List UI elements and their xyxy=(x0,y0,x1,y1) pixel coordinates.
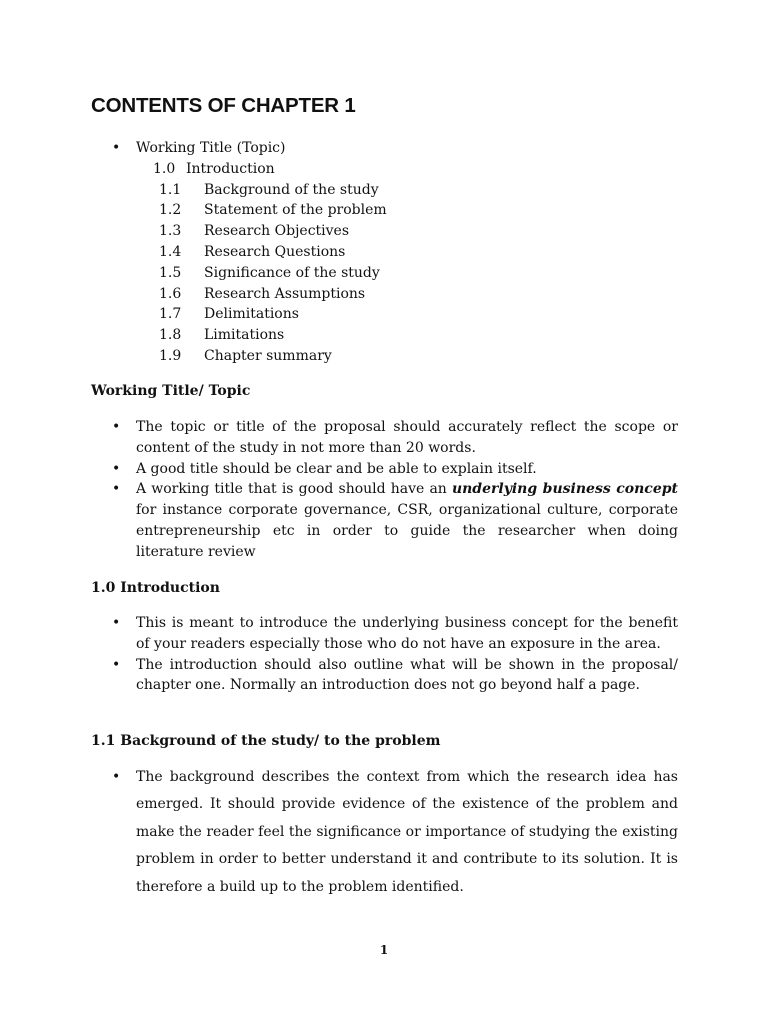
contents-item xyxy=(112,221,692,242)
contents-item-intro xyxy=(112,159,692,180)
background-list xyxy=(112,764,678,901)
contents-item-number: 1.6 xyxy=(159,285,182,302)
bullet-icon: • xyxy=(112,140,121,156)
bullet-icon: • xyxy=(112,769,121,785)
contents-item-label: Statement of the problem xyxy=(204,202,387,219)
bullet-icon: • xyxy=(112,419,121,435)
contents-item-number: 1.5 xyxy=(159,264,182,281)
bullet-icon: • xyxy=(112,481,121,498)
contents-item-number: 1.1 xyxy=(159,181,182,198)
contents-item-number: 1.8 xyxy=(159,327,182,344)
contents-item-number: 1.7 xyxy=(159,306,182,323)
list-item xyxy=(112,655,678,697)
contents-item xyxy=(112,346,692,367)
contents-item-number: 1.4 xyxy=(159,243,182,260)
list-item xyxy=(112,479,678,562)
contents-item-number: 1.2 xyxy=(159,202,182,219)
list-item-text: The topic or title of the proposal should accurately reflect the scope or content of the study in not more than 20 words. xyxy=(136,419,678,456)
page-title: CONTENTS OF CHAPTER 1 xyxy=(91,94,356,117)
list-item-text: This is meant to introduce the underlying business concept for the benefit of your readers especially those who do not have an exposure in the area. xyxy=(136,615,678,652)
contents-item-label: Introduction xyxy=(186,160,275,177)
contents-item-number: 1.0 xyxy=(153,160,176,177)
contents-bullet-label: Working Title (Topic) xyxy=(136,140,286,156)
contents-item-number: 1.9 xyxy=(159,347,182,364)
contents-item xyxy=(112,325,692,346)
list-item-text-before: A working title that is good should have an xyxy=(136,481,452,498)
emphasized-term: underlying business concept xyxy=(451,481,678,498)
contents-bullet-item xyxy=(112,138,692,159)
list-item-text: The introduction should also outline what will be shown in the proposal/ chapter one. Normally an introduction does not go beyond half a page. xyxy=(136,656,678,694)
contents-item-label: Limitations xyxy=(204,327,285,344)
contents-item xyxy=(112,284,692,305)
section-heading-introduction: 1.0 Introduction xyxy=(91,580,220,596)
introduction-list xyxy=(112,613,678,696)
contents-item xyxy=(112,180,692,201)
contents-item-label: Significance of the study xyxy=(204,264,380,281)
list-item-text-after: for instance corporate governance, CSR, organizational culture, corporate entrepreneurship etc in order to guide the researcher when doing literature review xyxy=(136,502,678,560)
bullet-icon: • xyxy=(112,615,121,631)
list-item xyxy=(112,613,678,655)
contents-item xyxy=(112,200,692,221)
contents-item-label: Chapter summary xyxy=(204,347,332,364)
contents-item xyxy=(112,242,692,263)
contents-item xyxy=(112,263,692,284)
contents-item-label: Delimitations xyxy=(204,306,299,323)
section-heading-background: 1.1 Background of the study/ to the problem xyxy=(91,733,441,749)
list-item xyxy=(112,417,678,459)
page-number: 1 xyxy=(379,943,389,957)
bullet-icon: • xyxy=(112,460,121,477)
contents-item-label: Background of the study xyxy=(204,181,379,198)
section-heading-working-title: Working Title/ Topic xyxy=(91,383,251,399)
contents-item xyxy=(112,304,692,325)
contents-list xyxy=(112,138,692,367)
working-title-list xyxy=(112,417,678,563)
bullet-icon: • xyxy=(112,656,121,673)
list-item-text: The background describes the context from which the research idea has emerged. It should provide evidence of the existence of the problem and make the reader feel the significance or importance of studying the existing problem in order to better understand it and contribute to its solution. It is therefore a build up to the problem identified. xyxy=(136,769,678,895)
list-item-text: A good title should be clear and be able to explain itself. xyxy=(136,460,537,477)
contents-item-label: Research Questions xyxy=(204,243,346,260)
list-item xyxy=(112,459,678,480)
contents-item-label: Research Objectives xyxy=(204,223,350,240)
contents-item-label: Research Assumptions xyxy=(204,285,366,302)
contents-item-number: 1.3 xyxy=(159,223,182,240)
list-item xyxy=(112,764,678,901)
